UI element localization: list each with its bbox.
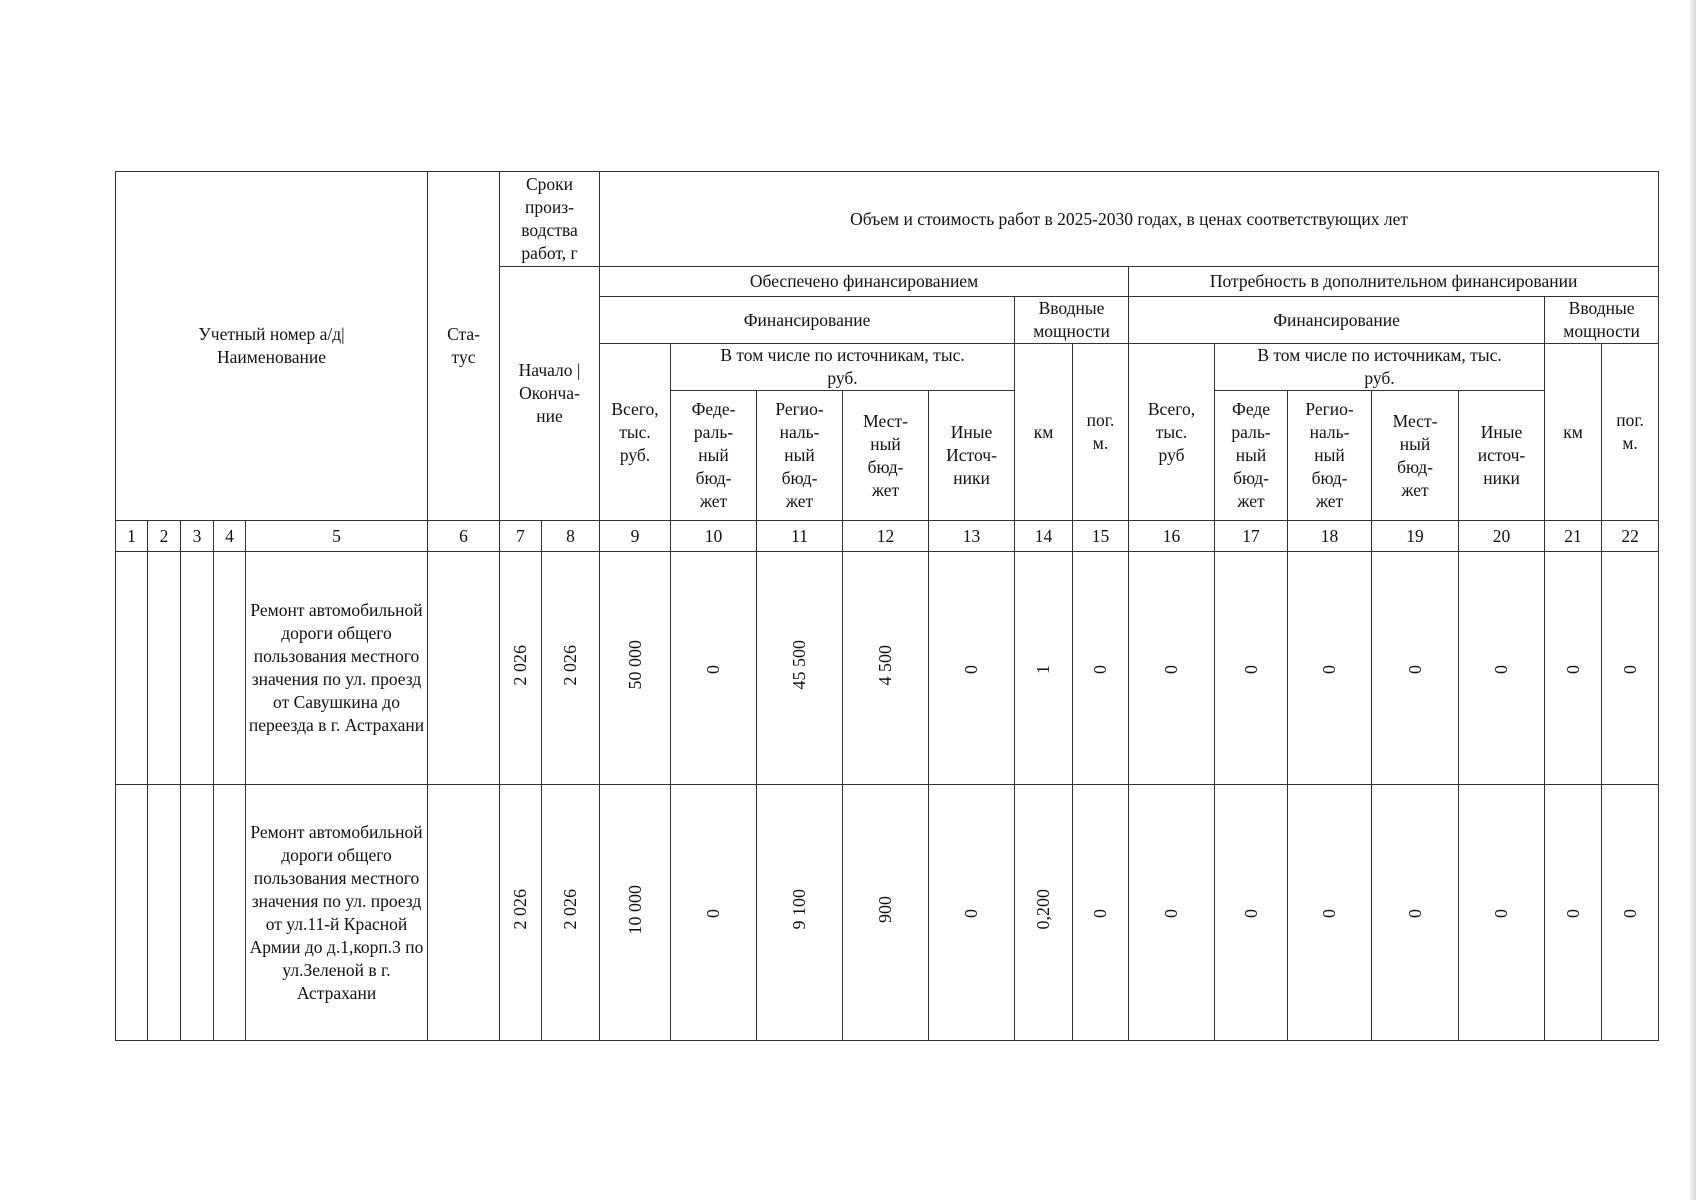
- status-cell: [428, 552, 500, 785]
- column-number: 9: [600, 521, 671, 552]
- empty-cell: [148, 552, 181, 785]
- header-local-a: Мест- ный бюд- жет: [843, 391, 929, 521]
- federal-budget: 0: [671, 552, 757, 785]
- column-number-row: [116, 521, 1659, 552]
- column-number: 20: [1459, 521, 1545, 552]
- header-pog-m-a: пог. м.: [1073, 344, 1129, 521]
- column-number: 5: [246, 521, 428, 552]
- column-number: 8: [542, 521, 600, 552]
- capacity-km: 0,200: [1015, 785, 1073, 1041]
- column-number: 18: [1288, 521, 1372, 552]
- column-number: 12: [843, 521, 929, 552]
- total-cost: 10 000: [600, 785, 671, 1041]
- add-capacity-km: 0: [1545, 552, 1602, 785]
- column-number: 6: [428, 521, 500, 552]
- page-edge: [1690, 0, 1696, 1200]
- header-federal-a: Феде- раль- ный бюд- жет: [671, 391, 757, 521]
- local-budget: 900: [843, 785, 929, 1041]
- add-capacity-pog-m: 0: [1602, 785, 1659, 1041]
- add-capacity-pog-m: 0: [1602, 552, 1659, 785]
- header-input-capacity-b: Вводные мощности: [1545, 297, 1659, 344]
- column-number: 17: [1215, 521, 1288, 552]
- column-number: 4: [214, 521, 246, 552]
- add-regional-budget: 0: [1288, 785, 1372, 1041]
- total-cost: 50 000: [600, 552, 671, 785]
- empty-cell: [116, 785, 148, 1041]
- add-total-cost: 0: [1129, 552, 1215, 785]
- column-number: 21: [1545, 521, 1602, 552]
- column-number: 7: [500, 521, 542, 552]
- capacity-km: 1: [1015, 552, 1073, 785]
- road-works-table: [115, 171, 1659, 1041]
- header-pog-m-b: пог. м.: [1602, 344, 1659, 521]
- federal-budget: 0: [671, 785, 757, 1041]
- regional-budget: 9 100: [757, 785, 843, 1041]
- empty-cell: [214, 552, 246, 785]
- start-year: 2 026: [500, 785, 542, 1041]
- add-local-budget: 0: [1372, 785, 1459, 1041]
- header-total-a: Всего, тыс. руб.: [600, 344, 671, 521]
- header-local-b: Мест- ный бюд- жет: [1372, 391, 1459, 521]
- header-terms: Сроки произ- водства работ, г: [500, 172, 600, 267]
- start-year: 2 026: [500, 552, 542, 785]
- add-federal-budget: 0: [1215, 785, 1288, 1041]
- header-start-end: Начало | Оконча- ние: [500, 267, 600, 521]
- empty-cell: [148, 785, 181, 1041]
- other-sources: 0: [929, 552, 1015, 785]
- road-name: Ремонт автомобильной дороги общего пользования местного значения по ул. проезд от ул.11-й Красной Армии до д.1,корп.3 по ул.Зеленой в г. Астрахани: [246, 785, 428, 1041]
- table-row: [116, 552, 1659, 785]
- empty-cell: [214, 785, 246, 1041]
- column-number: 15: [1073, 521, 1129, 552]
- empty-cell: [116, 552, 148, 785]
- column-number: 14: [1015, 521, 1073, 552]
- header-by-sources-a: В том числе по источникам, тыс. руб.: [671, 344, 1015, 391]
- other-sources: 0: [929, 785, 1015, 1041]
- add-federal-budget: 0: [1215, 552, 1288, 785]
- header-provided-financing: Обеспечено финансированием: [600, 267, 1129, 297]
- header-km-b: км: [1545, 344, 1602, 521]
- road-name: Ремонт автомобильной дороги общего пользования местного значения по ул. проезд от Савушкина до переезда в г. Астрахани: [246, 552, 428, 785]
- end-year: 2 026: [542, 552, 600, 785]
- header-status: Ста- тус: [428, 172, 500, 521]
- column-number: 2: [148, 521, 181, 552]
- add-other-sources: 0: [1459, 552, 1545, 785]
- column-number: 1: [116, 521, 148, 552]
- header-volume-cost: Объем и стоимость работ в 2025-2030 годах, в ценах соответствующих лет: [600, 172, 1659, 267]
- empty-cell: [181, 552, 214, 785]
- capacity-pog-m: 0: [1073, 785, 1129, 1041]
- end-year: 2 026: [542, 785, 600, 1041]
- add-regional-budget: 0: [1288, 552, 1372, 785]
- add-local-budget: 0: [1372, 552, 1459, 785]
- header-km-a: км: [1015, 344, 1073, 521]
- add-capacity-km: 0: [1545, 785, 1602, 1041]
- header-other-b: Иные источ- ники: [1459, 391, 1545, 521]
- regional-budget: 45 500: [757, 552, 843, 785]
- empty-cell: [181, 785, 214, 1041]
- header-by-sources-b: В том числе по источникам, тыс. руб.: [1215, 344, 1545, 391]
- header-regional-a: Регио- наль- ный бюд- жет: [757, 391, 843, 521]
- status-cell: [428, 785, 500, 1041]
- header-financing-a: Финансирование: [600, 297, 1015, 344]
- header-account-name: Учетный номер а/д| Наименование: [116, 172, 428, 521]
- column-number: 10: [671, 521, 757, 552]
- local-budget: 4 500: [843, 552, 929, 785]
- capacity-pog-m: 0: [1073, 552, 1129, 785]
- header-regional-b: Регио- наль- ный бюд- жет: [1288, 391, 1372, 521]
- header-input-capacity-a: Вводные мощности: [1015, 297, 1129, 344]
- column-number: 19: [1372, 521, 1459, 552]
- header-financing-b: Финансирование: [1129, 297, 1545, 344]
- add-other-sources: 0: [1459, 785, 1545, 1041]
- header-additional-need: Потребность в дополнительном финансировании: [1129, 267, 1659, 297]
- column-number: 11: [757, 521, 843, 552]
- header-other-a: Иные Источ- ники: [929, 391, 1015, 521]
- column-number: 22: [1602, 521, 1659, 552]
- table-row: [116, 785, 1659, 1041]
- add-total-cost: 0: [1129, 785, 1215, 1041]
- header-total-b: Всего, тыс. руб: [1129, 344, 1215, 521]
- column-number: 13: [929, 521, 1015, 552]
- column-number: 16: [1129, 521, 1215, 552]
- column-number: 3: [181, 521, 214, 552]
- header-federal-b: Феде раль- ный бюд- жет: [1215, 391, 1288, 521]
